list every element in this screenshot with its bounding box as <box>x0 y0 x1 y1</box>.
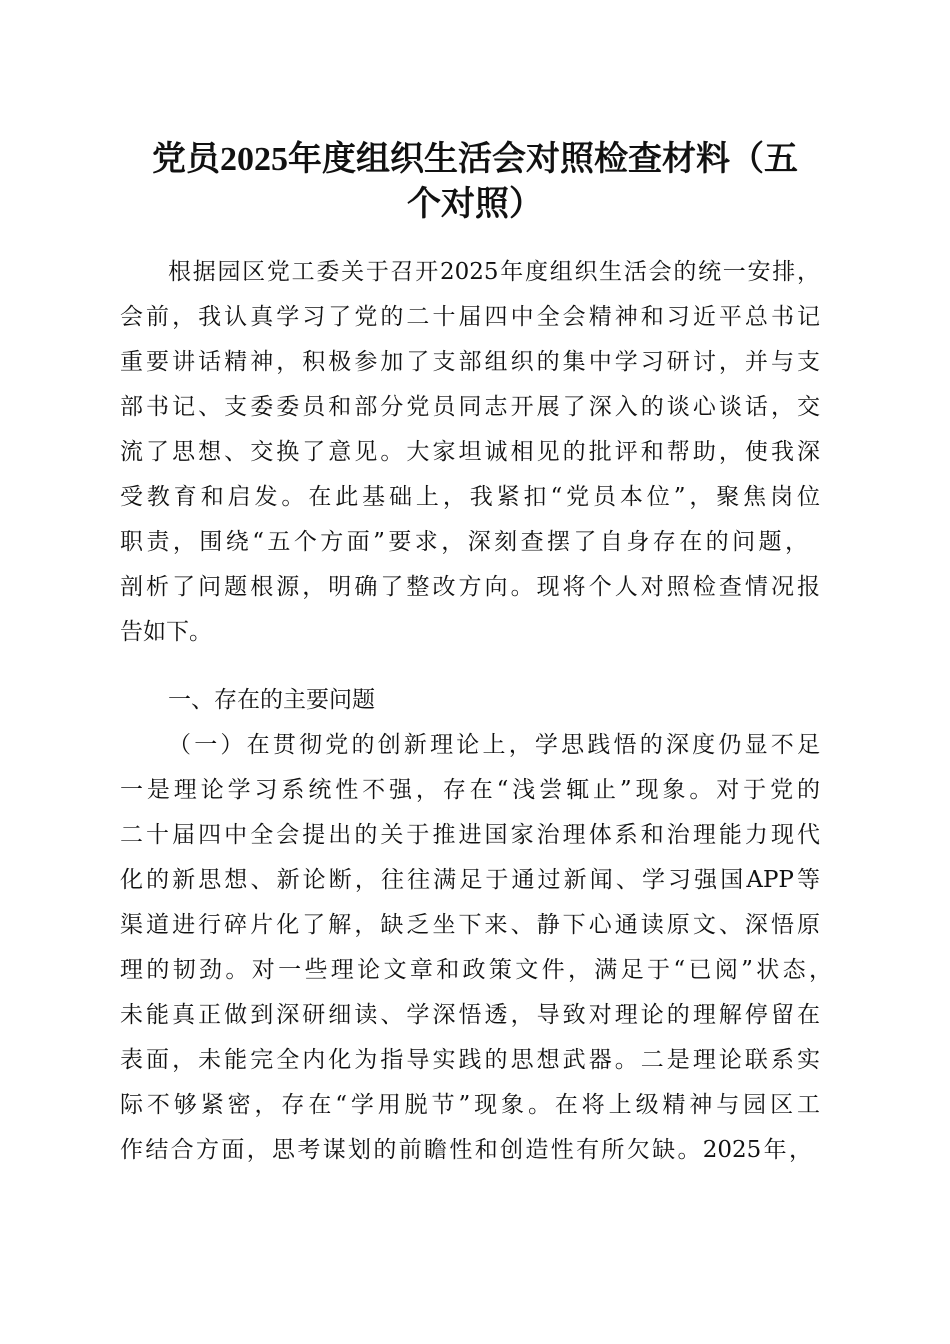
text-line: 受教育和启发。在此基础上，我紧扣“党员本位”，聚焦岗位 <box>120 484 820 510</box>
section-heading: 一、存在的主要问题 <box>168 687 375 713</box>
document-title-line-1: 党员2025年度组织生活会对照检查材料（五 <box>152 141 798 178</box>
text-line: 作结合方面，思考谋划的前瞻性和创造性有所欠缺。2025年， <box>120 1137 812 1163</box>
subsection-heading: （一）在贯彻党的创新理论上，学思践悟的深度仍显不足 <box>168 732 820 758</box>
text-line: 重要讲话精神，积极参加了支部组织的集中学习研讨，并与支 <box>120 349 820 375</box>
text-line: 际不够紧密，存在“学用脱节”现象。在将上级精神与园区工 <box>120 1092 820 1118</box>
text-line: 告如下。 <box>120 619 212 645</box>
text-line: 表面，未能完全内化为指导实践的思想武器。二是理论联系实 <box>120 1047 820 1073</box>
text-line: 渠道进行碎片化了解，缺乏坐下来、静下心通读原文、深悟原 <box>120 912 820 938</box>
text-line: 流了思想、交换了意见。大家坦诚相见的批评和帮助，使我深 <box>120 439 820 465</box>
text-line: 化的新思想、新论断，往往满足于通过新闻、学习强国APP等 <box>120 867 820 893</box>
text-line: 职责，围绕“五个方面”要求，深刻查摆了自身存在的问题， <box>120 529 808 555</box>
document-title-line-2: 个对照） <box>407 186 543 223</box>
text-line: 未能真正做到深研细读、学深悟透，导致对理论的理解停留在 <box>120 1002 820 1028</box>
text-line: 一是理论学习系统性不强，存在“浅尝辄止”现象。对于党的 <box>120 777 820 803</box>
text-line: 剖析了问题根源，明确了整改方向。现将个人对照检查情况报 <box>120 574 820 600</box>
text-line: 根据园区党工委关于召开2025年度组织生活会的统一安排， <box>168 259 820 285</box>
text-line: 理的韧劲。对一些理论文章和政策文件，满足于“已阅”状态， <box>120 957 832 983</box>
text-line: 部书记、支委委员和部分党员同志开展了深入的谈心谈话，交 <box>120 394 820 420</box>
text-line: 会前，我认真学习了党的二十届四中全会精神和习近平总书记 <box>120 304 820 330</box>
text-line: 二十届四中全会提出的关于推进国家治理体系和治理能力现代 <box>120 822 820 848</box>
